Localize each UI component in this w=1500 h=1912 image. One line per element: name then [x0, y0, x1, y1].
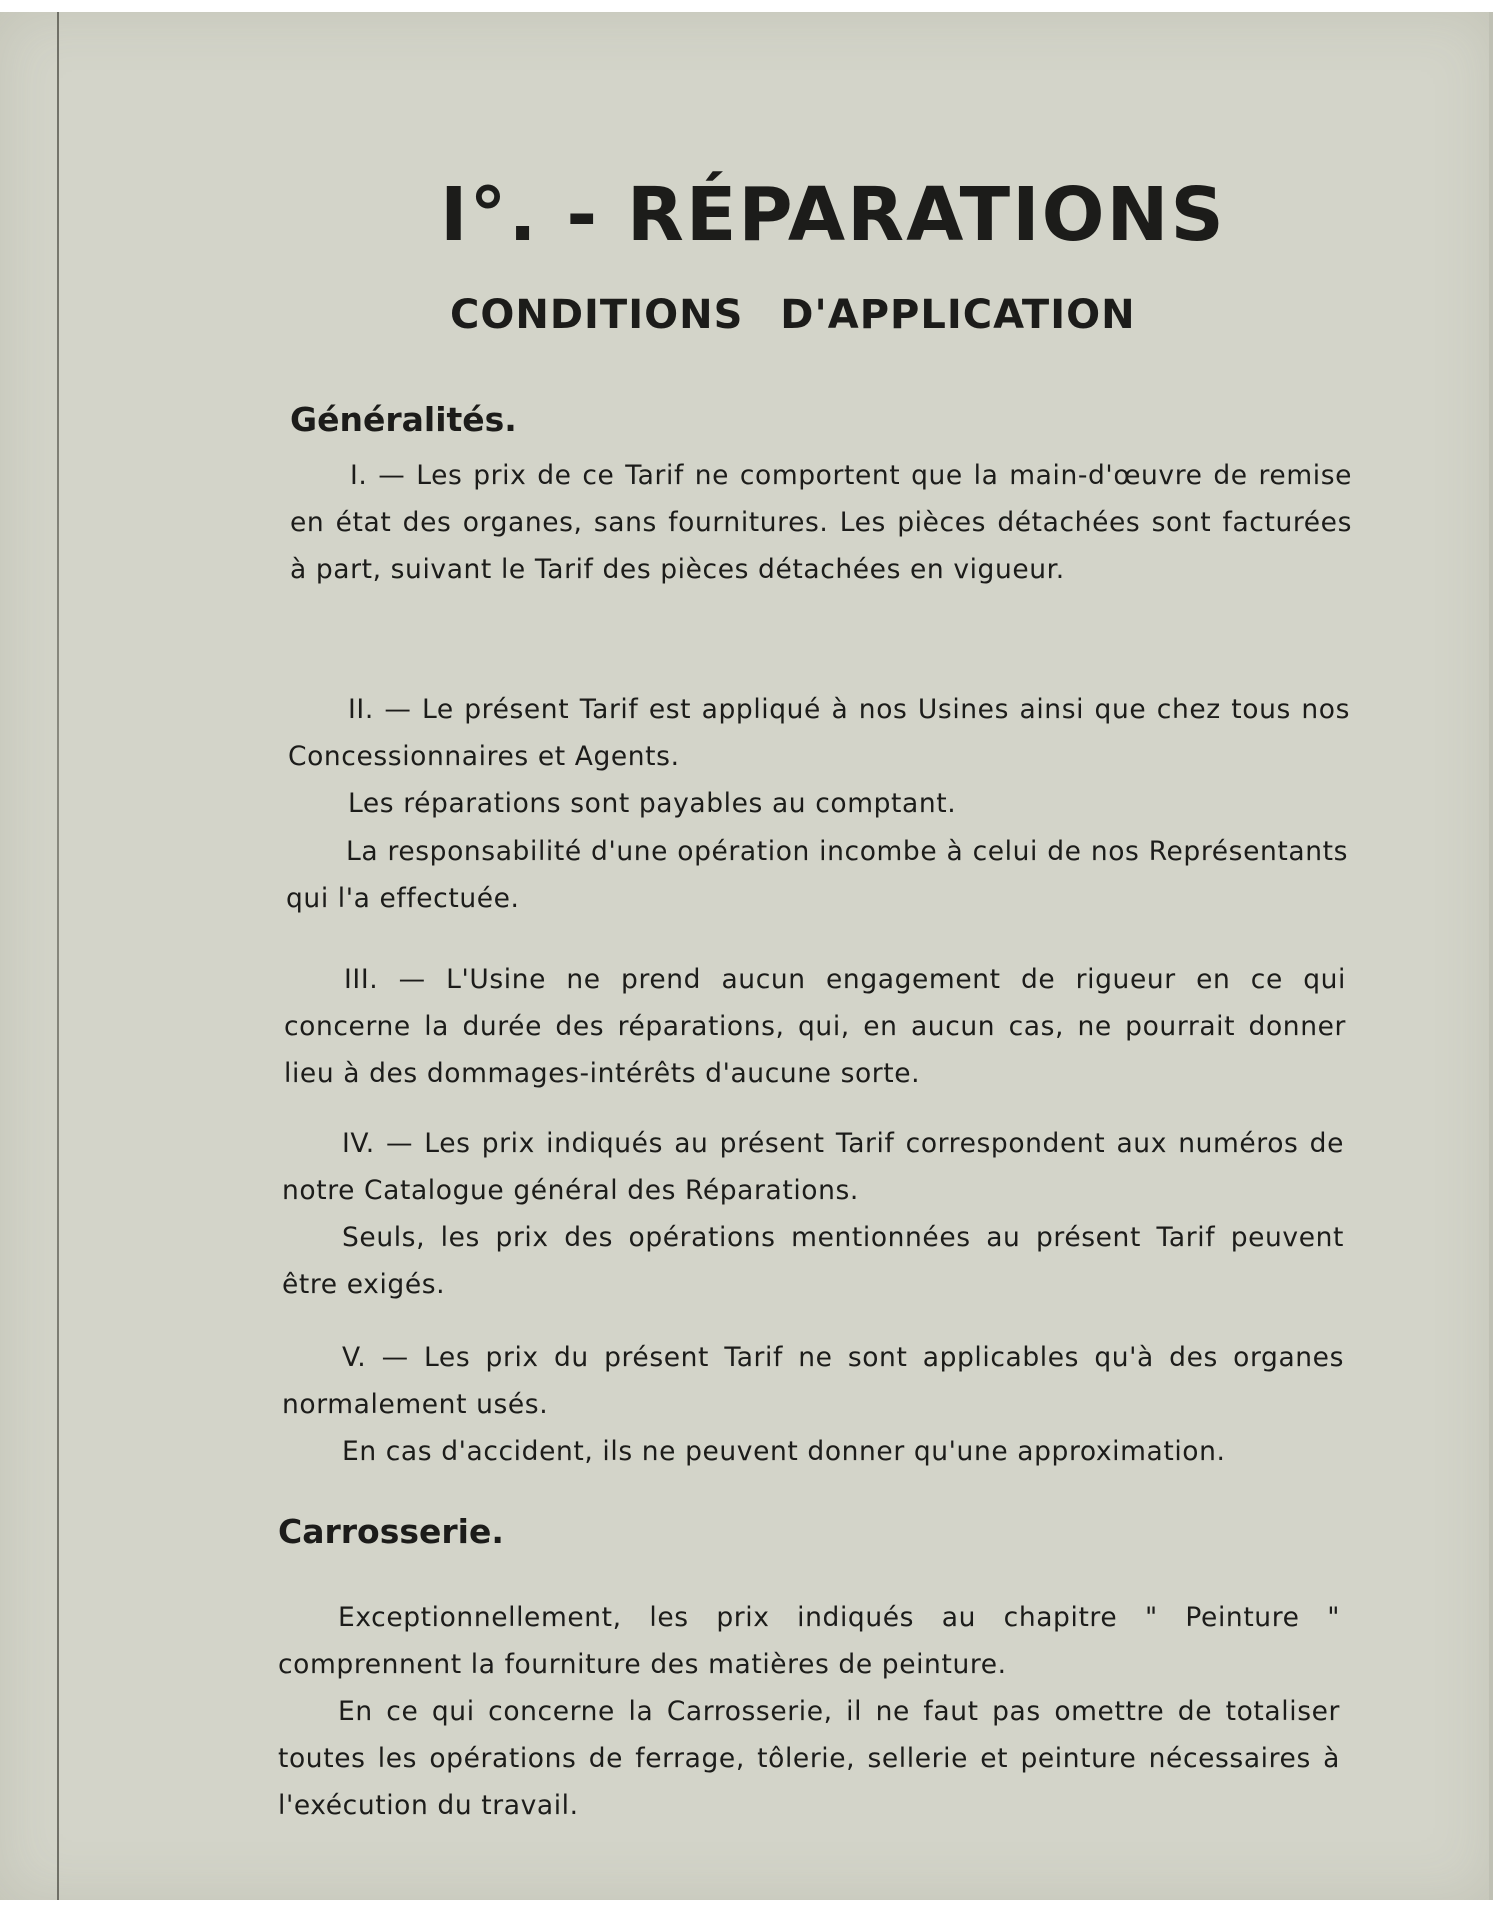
paragraph-payment: Les réparations sont payables au comptant. — [348, 788, 957, 819]
paragraph-carrosserie-totals: En ce qui concerne la Carrosserie, il ne faut pas omettre de totaliser toutes les opérations de ferrage, tôlerie, sellerie et peinture nécessaires à l'exécution du travail. — [278, 1696, 1340, 1821]
paragraph-prices-required: Seuls, les prix des opérations mentionnées au présent Tarif peuvent être exigés. — [282, 1222, 1344, 1300]
page-title: I°. - RÉPARATIONS — [440, 172, 1226, 258]
paragraph-article-3: III. — L'Usine ne prend aucun engagement de rigueur en ce qui concerne la durée des réparations, qui, en aucun cas, ne pourrait donner lieu à des dommages-intérêts d'aucune sorte. — [284, 964, 1346, 1089]
paragraph-responsibility: La responsabilité d'une opération incombe à celui de nos Représentants qui l'a effectuée. — [286, 836, 1348, 914]
paragraph-article-1: I. — Les prix de ce Tarif ne comportent que la main-d'œuvre de remise en état des organes, sans fournitures. Les pièces détachées sont facturées à part, suivant le Tarif des pièces détachées en vigueur. — [290, 460, 1352, 585]
section-heading-carrosserie: Carrosserie. — [278, 1512, 504, 1551]
section-heading-generalites: Généralités. — [290, 400, 517, 439]
paragraph-accident: En cas d'accident, ils ne peuvent donner qu'une approximation. — [342, 1436, 1226, 1467]
paragraph-article-4: IV. — Les prix indiqués au présent Tarif correspondent aux numéros de notre Catalogue général des Réparations. — [282, 1128, 1344, 1206]
paragraph-peinture: Exceptionnellement, les prix indiqués au chapitre " Peinture " comprennent la fourniture des matières de peinture. — [278, 1602, 1340, 1680]
paragraph-article-2: II. — Le présent Tarif est appliqué à nos Usines ainsi que chez tous nos Concessionnaires et Agents. — [288, 694, 1350, 772]
page-subtitle: CONDITIONS D'APPLICATION — [450, 292, 1136, 338]
paragraph-article-5: V. — Les prix du présent Tarif ne sont applicables qu'à des organes normalement usés. — [282, 1342, 1344, 1420]
